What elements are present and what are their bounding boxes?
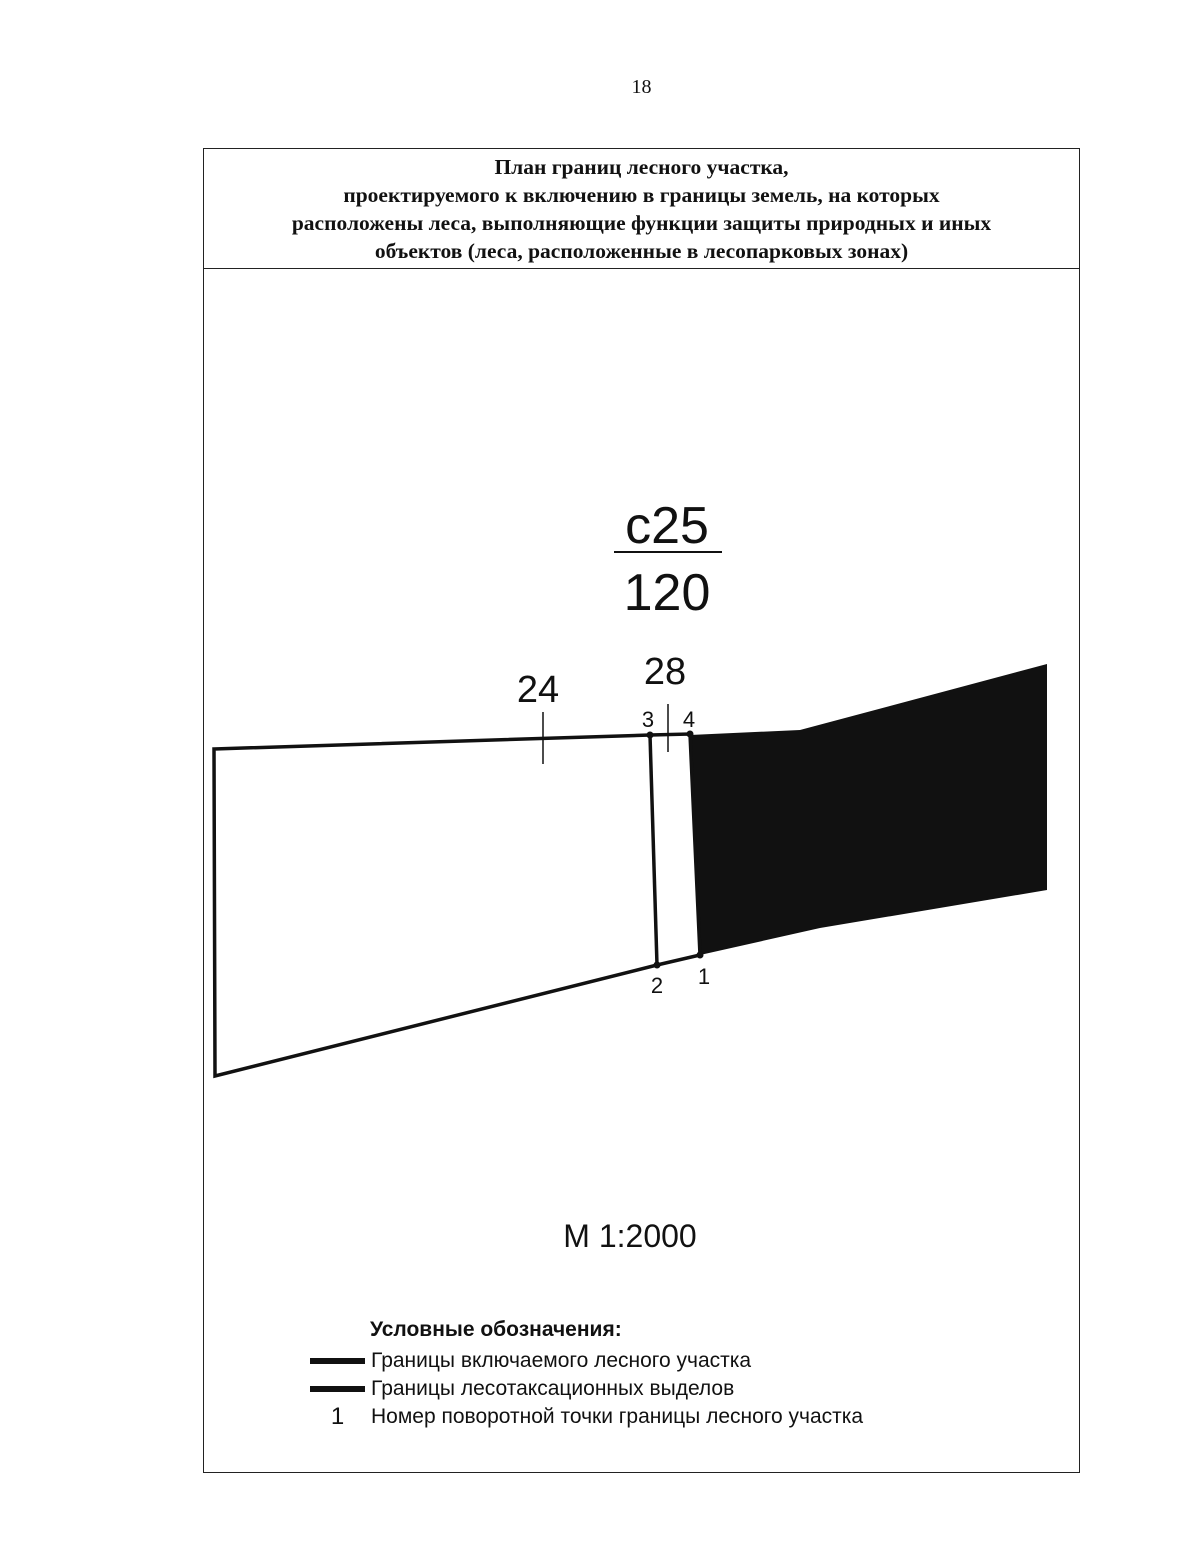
map-scale: М 1:2000 <box>563 1218 697 1254</box>
inner-boundary <box>650 735 657 965</box>
turning-point-number-symbol: 1 <box>330 1403 345 1430</box>
legend-item-parcel-boundary <box>310 1349 751 1373</box>
legend-label: Границы лесотаксационных выделов <box>371 1377 735 1400</box>
turning-point-1 <box>697 952 704 959</box>
stand-numerator: с25 <box>625 497 709 555</box>
parcel-boundary <box>214 734 700 1076</box>
title-line-1: План границ лесного участка, <box>494 154 789 179</box>
point-label-3: 3 <box>641 707 655 732</box>
adjacent-stand-fill <box>690 664 1047 955</box>
turning-point-2 <box>654 962 661 969</box>
turning-point-3 <box>647 732 654 739</box>
point-label-2: 2 <box>650 973 664 998</box>
legend-label: Границы включаемого лесного участка <box>371 1349 752 1372</box>
parcel-boundary-line-icon <box>310 1358 365 1364</box>
stand-boundary-line-icon <box>310 1386 365 1392</box>
legend-title: Условные обозначения: <box>370 1318 622 1341</box>
quarter-label-28: 28 <box>643 651 687 693</box>
title-line-3: расположены леса, выполняющие функции защиты природных и иных <box>291 210 992 235</box>
legend-item-turning-point <box>310 1403 863 1431</box>
page-number: 18 <box>631 76 652 98</box>
title-line-2: проектируемого к включению в границы земель, на которых <box>343 182 940 207</box>
legend-label: Номер поворотной точки границы лесного участка <box>371 1405 864 1428</box>
point-label-4: 4 <box>682 707 696 732</box>
quarter-label-24: 24 <box>516 669 560 711</box>
title-line-4: объектов (леса, расположенные в лесопарковых зонах) <box>374 238 909 263</box>
stand-denominator: 120 <box>623 564 711 622</box>
legend-item-stand-boundary <box>310 1377 734 1401</box>
point-label-1: 1 <box>697 964 711 989</box>
